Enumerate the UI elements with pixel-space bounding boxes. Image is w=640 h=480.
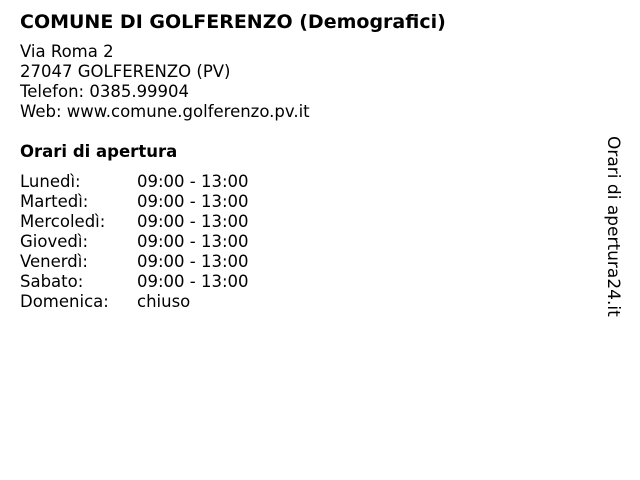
hours-day: Martedì: <box>20 192 89 211</box>
hours-row-sunday <box>20 292 600 312</box>
hours-time: 09:00 - 13:00 <box>137 232 249 251</box>
hours-time: chiuso <box>137 292 191 311</box>
hours-row-saturday <box>20 272 600 292</box>
hours-day: Mercoledì: <box>20 212 106 231</box>
hours-row-wednesday <box>20 212 600 232</box>
hours-heading: Orari di apertura <box>20 142 178 161</box>
hours-row-monday <box>20 172 600 192</box>
address-web: Web: www.comune.golferenzo.pv.it <box>20 102 310 121</box>
hours-day: Lunedì: <box>20 172 81 191</box>
hours-time: 09:00 - 13:00 <box>137 212 249 231</box>
brand-watermark: Orari di apertura24.it <box>603 136 623 317</box>
hours-time: 09:00 - 13:00 <box>137 272 249 291</box>
address-block <box>20 42 600 122</box>
page-title: COMUNE DI GOLFERENZO (Demografici) <box>20 11 446 33</box>
hours-day: Giovedì: <box>20 232 88 251</box>
address-city: 27047 GOLFERENZO (PV) <box>20 62 231 81</box>
hours-day: Sabato: <box>20 272 84 291</box>
hours-time: 09:00 - 13:00 <box>137 252 249 271</box>
hours-row-thursday <box>20 232 600 252</box>
address-street: Via Roma 2 <box>20 42 114 61</box>
hours-time: 09:00 - 13:00 <box>137 172 249 191</box>
hours-time: 09:00 - 13:00 <box>137 192 249 211</box>
hours-table <box>20 172 600 312</box>
opening-hours-card <box>20 9 600 312</box>
hours-row-friday <box>20 252 600 272</box>
hours-day: Venerdì: <box>20 252 88 271</box>
hours-row-tuesday <box>20 192 600 212</box>
address-phone: Telefon: 0385.99904 <box>20 82 190 101</box>
hours-day: Domenica: <box>20 292 109 311</box>
